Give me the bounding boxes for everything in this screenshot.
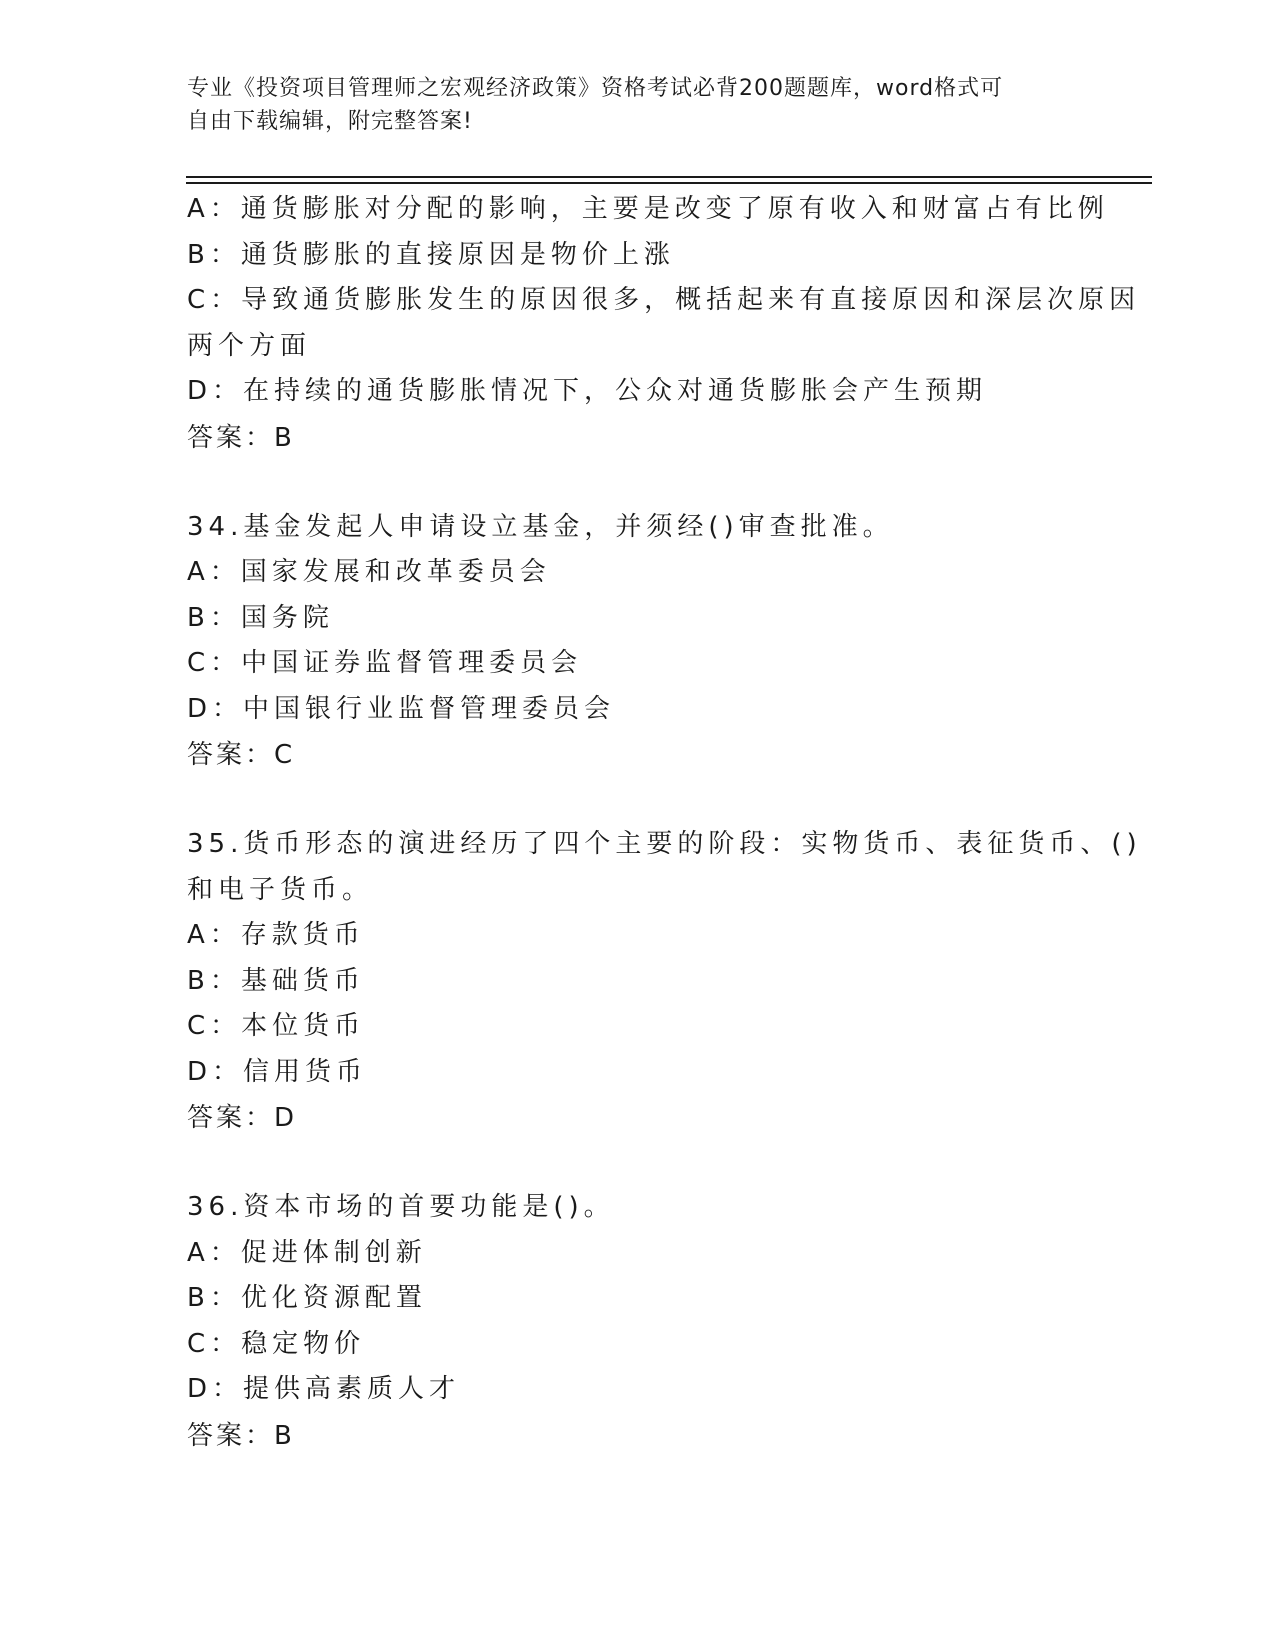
header-divider-top: [186, 176, 1152, 178]
q33-answer: 答案：B: [187, 422, 295, 453]
q36-option-a: A：促进体制创新: [187, 1237, 427, 1268]
question-34: [187, 505, 1087, 779]
question-33: [187, 187, 1141, 461]
q34-option-a: A：国家发展和改革委员会: [187, 557, 551, 587]
q33-option-d: D：在持续的通货膨胀情况下，公众对通货膨胀会产生预期: [187, 376, 988, 406]
q34-option-d: D：中国银行业监督管理委员会: [187, 693, 616, 724]
q36-option-c: C：稳定物价: [187, 1328, 366, 1359]
q35-answer: 答案：D: [187, 1103, 298, 1133]
q35-option-b: B：基础货币: [187, 965, 365, 996]
header-title-line2: 自由下载编辑，附完整答案!: [187, 109, 473, 134]
question-spacer: [187, 1141, 1087, 1185]
q36-option-d: D：提供高素质人才: [187, 1374, 461, 1404]
q34-option-c: C：中国证券监督管理委员会: [187, 648, 583, 678]
question-35: [187, 822, 1142, 1141]
q35-option-d: D：信用货币: [187, 1056, 368, 1087]
document-header: [187, 72, 1067, 138]
question-list: [187, 187, 1142, 1459]
q36-answer: 答案：B: [187, 1420, 295, 1451]
q33-option-a: A：通货膨胀对分配的影响，主要是改变了原有收入和财富占有比例: [187, 194, 1109, 224]
q34-stem: 34.基金发起人申请设立基金，并须经()审查批准。: [187, 511, 894, 542]
q33-option-c-line1: C：导致通货膨胀发生的原因很多，概括起来有直接原因和深层次原因: [187, 285, 1141, 315]
q36-option-b: B：优化资源配置: [187, 1283, 427, 1313]
q33-option-c-line2: 两个方面: [187, 330, 312, 361]
q34-answer: 答案：C: [187, 740, 296, 770]
question-spacer: [187, 461, 1087, 505]
q35-stem-line2: 和电子货币。: [187, 874, 374, 905]
q35-option-a: A：存款货币: [187, 920, 365, 950]
q35-option-c: C：本位货币: [187, 1011, 366, 1041]
q34-option-b: B：国务院: [187, 602, 334, 633]
header-divider-bottom: [186, 182, 1152, 184]
question-spacer: [187, 778, 1087, 822]
q33-option-b: B：通货膨胀的直接原因是物价上涨: [187, 239, 675, 270]
q35-stem-line1: 35.货币形态的演进经历了四个主要的阶段：实物货币、表征货币、(): [187, 829, 1142, 859]
q36-stem: 36.资本市场的首要功能是()。: [187, 1192, 615, 1222]
header-title-line1: 专业《投资项目管理师之宏观经济政策》资格考试必背200题题库，word格式可: [187, 76, 1004, 101]
question-36: [187, 1185, 1087, 1459]
